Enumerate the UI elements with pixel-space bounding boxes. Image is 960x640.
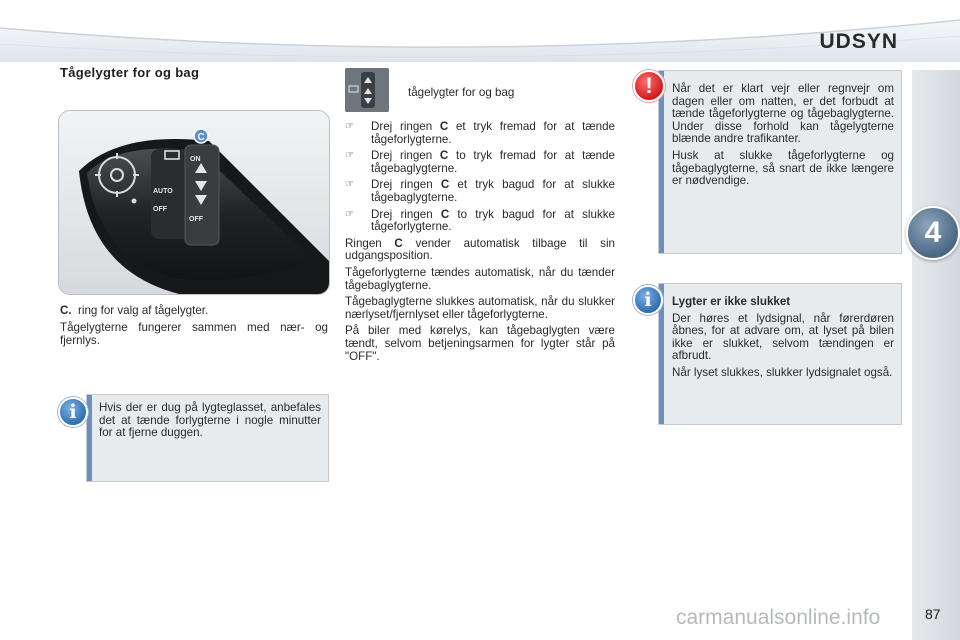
switch-thumbnail: [345, 68, 389, 112]
chapter-strip: [912, 70, 960, 640]
header-curve: [0, 0, 960, 62]
step-text: to tryk bagud for at slukke tågeforlygterne.: [371, 207, 615, 234]
info-box-right: [658, 283, 902, 425]
label-auto: AUTO: [153, 188, 173, 195]
info-box-left: [86, 394, 329, 482]
arrow-icon: ☞: [345, 179, 354, 191]
step-text: Drej ringen: [371, 178, 441, 192]
info-box-right-title: Lygter er ikke slukket: [672, 295, 791, 308]
step-text: to tryk fremad for at tænde tågebaglygterne.: [371, 149, 616, 175]
step-item: [345, 150, 615, 175]
label-off: OFF: [153, 206, 167, 213]
warning-box-bar: [659, 71, 664, 253]
step-item: [345, 209, 615, 234]
caption-block: [60, 304, 328, 351]
step-key: C: [439, 149, 449, 163]
info-box-left-bar: [87, 395, 92, 481]
watermark: carmanualsonline.info: [676, 606, 881, 629]
arrow-icon: ☞: [345, 121, 354, 132]
info-icon: i: [633, 285, 663, 315]
caption-key: C.: [60, 304, 72, 317]
label-on: ON: [190, 156, 201, 163]
step-item: [345, 121, 615, 146]
info-box-right-text: [672, 296, 894, 384]
step-text: Drej ringen: [371, 149, 440, 163]
step-text: et tryk bagud for at slukke tågebaglygterne.: [371, 178, 615, 204]
arrow-icon: ☞: [345, 150, 354, 162]
section-title: UDSYN: [819, 30, 898, 53]
warning-para-2: Husk at slukke tågeforlygterne og tågebaglygterne, så snart de ikke længere er nødvendige.: [672, 148, 894, 188]
step-text: Drej ringen: [371, 207, 441, 221]
label-off-2: OFF: [189, 216, 203, 223]
info-box-left-text: Hvis der er dug på lygteglasset, anbefales det at tænde forlygterne i nogle minutter for at fjerne duggen.: [99, 401, 321, 440]
step-item: [345, 179, 615, 204]
switch-photo: [58, 110, 330, 295]
paragraph-rear-auto: Tågebaglygterne slukkes automatisk, når du slukker nærlyset/fjernlyset eller tågeforlygterne.: [345, 295, 615, 321]
thumbnail-image: [345, 68, 389, 112]
page-number: 87: [925, 606, 941, 622]
warning-box-text: [672, 83, 894, 192]
warning-para-1: Når det er klart vejr eller regnvejr om dagen eller om natten, er det forbudt at tænde tågeforlygterne og tågebaglygterne. Under disse forhold kan tågelygterne blænde andre trafikanter.: [672, 82, 894, 146]
page-heading: Tågelygter for og bag: [60, 65, 200, 80]
chapter-tab[interactable]: 4: [906, 206, 960, 260]
step-key: C: [440, 207, 450, 221]
paragraph-ring: Ringen C vender automatisk tilbage til sin udgangsposition.: [345, 236, 615, 263]
callout-c: C: [197, 132, 205, 143]
paragraph-front-auto: Tågeforlygterne tændes automatisk, når du tænder tågebaglygterne.: [345, 265, 615, 292]
step-text: Drej ringen: [371, 120, 440, 133]
info-right-para-1: Der høres et lydsignal, når førerdøren åbnes, for at advare om, at lyset på bilen ikke er slukket, selvom tændingen er afbrudt.: [672, 311, 894, 363]
caption-para: Tågelygterne fungerer sammen med nær- og fjernlys.: [60, 321, 328, 347]
warning-icon: !: [633, 70, 665, 102]
header-band: [0, 0, 960, 62]
step-key: C: [440, 178, 450, 192]
step-text: et tryk fremad for at tænde tågeforlygterne.: [371, 120, 616, 146]
warning-box: [658, 70, 902, 254]
caption-text: ring for valg af tågelygter.: [78, 304, 209, 317]
light-switch-image: [59, 111, 329, 294]
paragraph-daylight: På biler med kørelys, kan tågebaglygten være tændt, selvom betjeningsarmen for lygter står på "OFF".: [345, 324, 615, 363]
step-key: C: [439, 120, 449, 133]
info-icon: i: [58, 397, 88, 427]
info-right-para-2: Når lyset slukkes, slukker lydsignalet også.: [672, 365, 893, 379]
arrow-icon: ☞: [345, 208, 354, 220]
caption-line: [60, 304, 328, 317]
thumbnail-label: tågelygter for og bag: [408, 86, 515, 99]
instructions: [345, 121, 615, 367]
